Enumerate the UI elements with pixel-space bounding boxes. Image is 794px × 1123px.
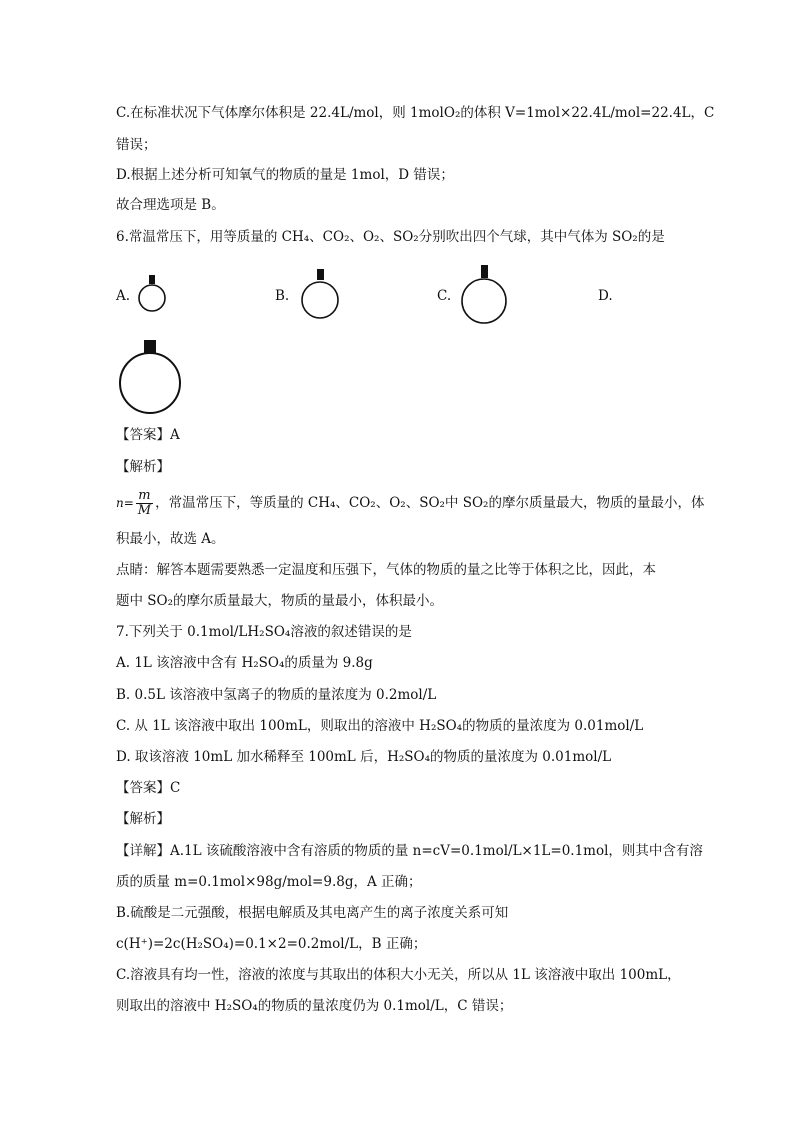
text-line: D.根据上述分析可知氧气的物质的量是 1mol，D 错误； — [116, 167, 454, 183]
analysis-6-heading: 【解析】 — [116, 459, 170, 475]
question-7-option-b: B. 0.5L 该溶液中氢离子的物质的量浓度为 0.2mol/L — [116, 687, 437, 703]
analysis-6-line-1 — [116, 488, 704, 518]
question-7-option-d: D. 取该溶液 10mL 加水稀释至 100mL 后，H₂SO₄的物质的量浓度为 0.01mol/L — [116, 749, 612, 765]
balloon-d-image — [116, 339, 186, 415]
text-line: C.溶液具有均一性，溶液的浓度与其取出的体积大小无关，所以从 1L 该溶液中取出 100mL， — [116, 967, 681, 983]
question-6: 6.常温常压下，用等质量的 CH₄、CO₂、O₂、SO₂分别吹出四个气球，其中气体为 SO₂的是 — [116, 229, 665, 245]
analysis-7-heading: 【解析】 — [116, 811, 170, 827]
option-c-label: C. — [437, 288, 452, 304]
question-7: 7.下列关于 0.1mol/LH₂SO₄溶液的叙述错误的是 — [116, 624, 412, 640]
balloon-c-image — [459, 264, 511, 326]
text-line: c(H⁺)=2c(H₂SO₄)=0.1×2=0.2mol/L，B 正确； — [116, 936, 427, 952]
formula-prefix: n= — [116, 496, 134, 510]
answer-6: 【答案】A — [116, 427, 180, 443]
question-7-option-a: A. 1L 该溶液中含有 H₂SO₄的质量为 9.8g — [116, 655, 373, 671]
question-7-option-c: C. 从 1L 该溶液中取出 100mL，则取出的溶液中 H₂SO₄的物质的量浓度为 0.01mol/L — [116, 718, 644, 734]
option-a-label: A. — [116, 288, 131, 304]
text-line: B.硫酸是二元强酸，根据电解质及其电离产生的离子浓度关系可知 — [116, 905, 509, 921]
option-b-label: B. — [275, 288, 290, 304]
tip-6-line-2: 题中 SO₂的摩尔质量最大，物质的量最小，体积最小。 — [116, 593, 444, 609]
answer-7: 【答案】C — [116, 780, 181, 796]
balloon-a-image — [136, 274, 170, 314]
text-line: 质的质量 m=0.1mol×98g/mol=9.8g，A 正确； — [116, 874, 422, 890]
text-line: C.在标准状况下气体摩尔体积是 22.4L/mol，则 1molO₂的体积 V=1mol×22.4L/mol=22.4L，C — [116, 105, 715, 121]
formula-fraction: $\frac{m}{M}$ — [137, 488, 152, 518]
text-line: 则取出的溶液中 H₂SO₄的物质的量浓度仍为 0.1mol/L，C 错误； — [116, 998, 513, 1014]
text-line: 【详解】A.1L 该硫酸溶液中含有溶质的物质的量 n=cV=0.1mol/L×1L=0.1mol，则其中含有溶 — [116, 843, 703, 859]
text-line: 积最小，故选 A。 — [116, 531, 225, 547]
tip-6-line-1: 点睛：解答本题需要熟悉一定温度和压强下，气体的物质的量之比等于体积之比，因此，本 — [116, 562, 656, 578]
text-line: 故合理选项是 B。 — [116, 197, 225, 213]
text-line: 错误； — [116, 137, 157, 153]
balloon-b-image — [299, 268, 343, 322]
analysis-6-text: ，常温常压下，等质量的 CH₄、CO₂、O₂、SO₂中 SO₂的摩尔质量最大，物质的量最小，体 — [155, 495, 705, 511]
option-d-label: D. — [598, 288, 613, 304]
